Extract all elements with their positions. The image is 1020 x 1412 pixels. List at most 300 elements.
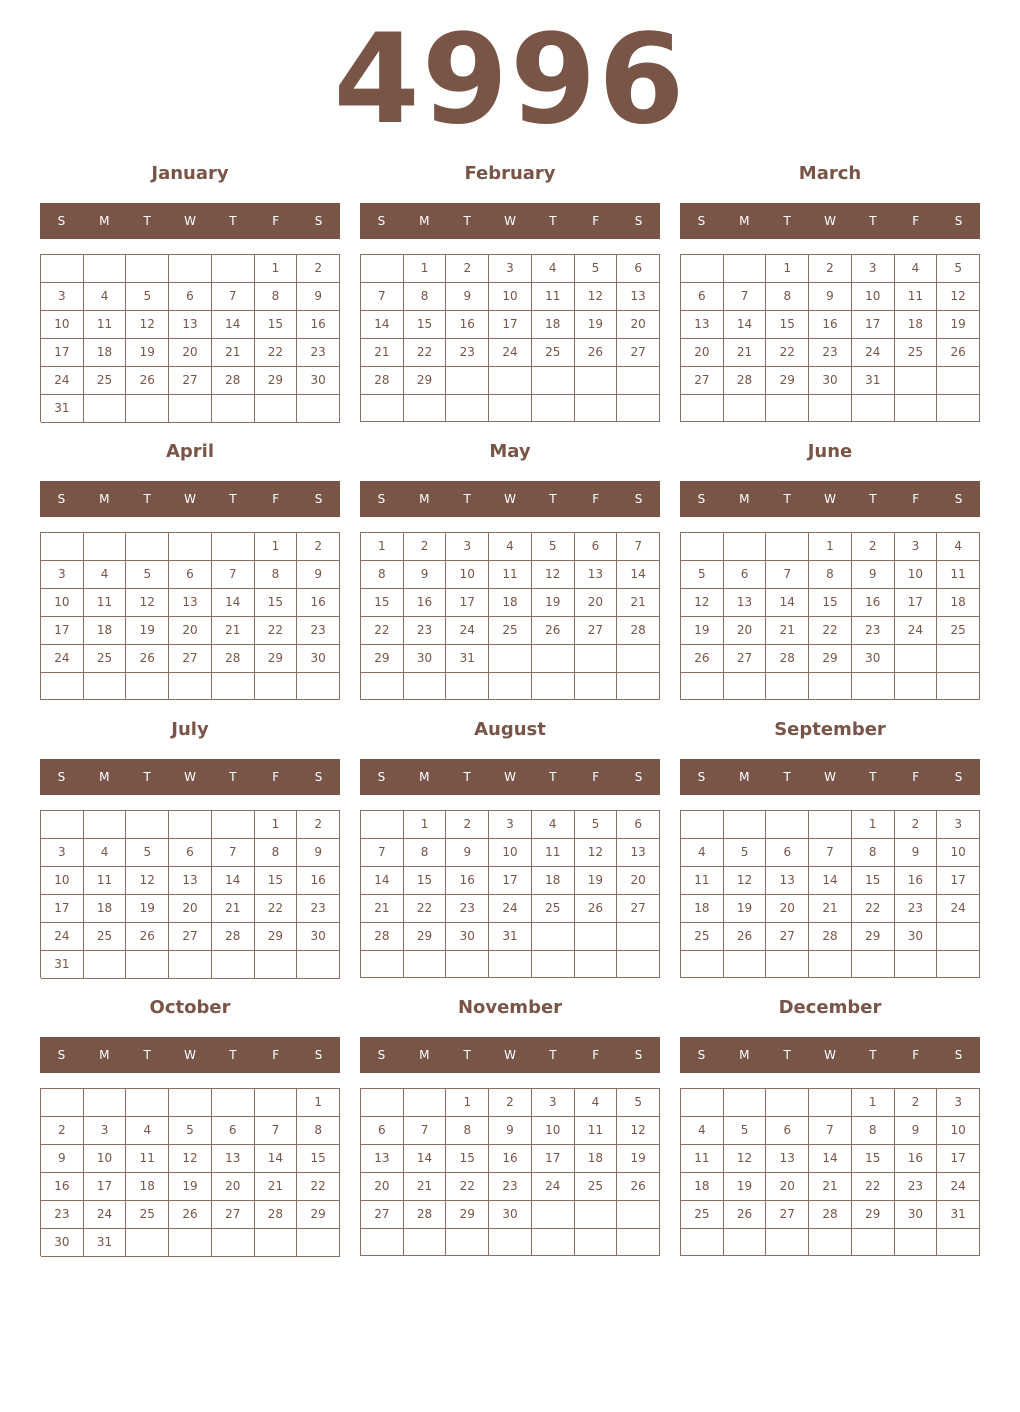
day-cell: 7: [809, 839, 852, 867]
day-cell: 1: [446, 1089, 489, 1117]
weekday-header: [680, 203, 980, 239]
weekday-label: W: [824, 492, 836, 506]
empty-cell: [84, 255, 127, 283]
empty-cell: [126, 673, 169, 700]
empty-cell: [212, 255, 255, 283]
day-cell: 23: [297, 895, 340, 923]
day-cell: 19: [126, 339, 169, 367]
weekday-label: T: [143, 1048, 151, 1062]
day-grid: [360, 254, 660, 422]
day-cell: 3: [41, 283, 84, 311]
day-cell: 19: [169, 1173, 212, 1201]
day-cell: 30: [297, 367, 340, 395]
day-cell: 14: [404, 1145, 447, 1173]
day-cell: 11: [84, 589, 127, 617]
day-cell: 21: [212, 895, 255, 923]
day-cell: 25: [895, 339, 938, 367]
empty-cell: [41, 255, 84, 283]
day-cell: 24: [446, 617, 489, 645]
day-cell: 10: [446, 561, 489, 589]
day-cell: 21: [404, 1173, 447, 1201]
day-cell: 30: [404, 645, 447, 673]
day-cell: 19: [126, 895, 169, 923]
empty-cell: [681, 1089, 724, 1117]
weekday-label: T: [143, 492, 151, 506]
weekday-label: T: [229, 492, 237, 506]
empty-cell: [84, 395, 127, 423]
weekday-label: M: [99, 770, 110, 784]
weekday-label: T: [143, 214, 151, 228]
empty-cell: [724, 1089, 767, 1117]
day-cell: 6: [169, 561, 212, 589]
day-cell: 4: [84, 283, 127, 311]
weekday-label: T: [869, 214, 877, 228]
day-cell: 9: [404, 561, 447, 589]
day-grid: [680, 532, 980, 700]
day-cell: 13: [681, 311, 724, 339]
day-cell: 23: [41, 1201, 84, 1229]
day-cell: 28: [809, 923, 852, 951]
empty-cell: [809, 1089, 852, 1117]
day-cell: 1: [809, 533, 852, 561]
day-cell: 16: [489, 1145, 532, 1173]
day-grid: [40, 532, 340, 700]
empty-cell: [809, 673, 852, 700]
day-cell: 24: [489, 895, 532, 923]
day-cell: 10: [895, 561, 938, 589]
weekday-label: F: [912, 1048, 920, 1062]
day-cell: 10: [41, 867, 84, 895]
day-cell: 9: [297, 283, 340, 311]
day-cell: 29: [404, 367, 447, 395]
weekday-label: T: [549, 214, 557, 228]
day-cell: 31: [84, 1229, 127, 1257]
empty-cell: [169, 533, 212, 561]
day-cell: 9: [446, 283, 489, 311]
empty-cell: [809, 395, 852, 422]
day-cell: 18: [532, 311, 575, 339]
weekday-label: W: [504, 492, 516, 506]
day-cell: 31: [41, 951, 84, 979]
empty-cell: [852, 951, 895, 978]
day-cell: 20: [169, 617, 212, 645]
empty-cell: [169, 1089, 212, 1117]
day-cell: 12: [937, 283, 980, 311]
empty-cell: [361, 1089, 404, 1117]
day-cell: 18: [681, 895, 724, 923]
day-cell: 8: [446, 1117, 489, 1145]
day-cell: 5: [575, 811, 618, 839]
day-cell: 19: [126, 617, 169, 645]
day-cell: 5: [681, 561, 724, 589]
empty-cell: [575, 395, 618, 422]
day-cell: 4: [575, 1089, 618, 1117]
empty-cell: [937, 645, 980, 673]
day-cell: 15: [255, 589, 298, 617]
day-cell: 30: [852, 645, 895, 673]
day-cell: 18: [84, 339, 127, 367]
day-cell: 6: [724, 561, 767, 589]
empty-cell: [852, 673, 895, 700]
day-cell: 23: [489, 1173, 532, 1201]
weekday-label: S: [57, 770, 66, 784]
day-cell: 8: [852, 839, 895, 867]
weekday-label: S: [634, 214, 643, 228]
day-cell: 8: [852, 1117, 895, 1145]
day-cell: 14: [212, 867, 255, 895]
empty-cell: [212, 673, 255, 700]
day-cell: 12: [617, 1117, 660, 1145]
day-cell: 27: [766, 1201, 809, 1229]
empty-cell: [809, 951, 852, 978]
day-cell: 8: [297, 1117, 340, 1145]
day-cell: 9: [809, 283, 852, 311]
weekday-label: F: [912, 492, 920, 506]
empty-cell: [212, 533, 255, 561]
day-cell: 27: [169, 367, 212, 395]
day-cell: 23: [297, 617, 340, 645]
empty-cell: [169, 811, 212, 839]
weekday-label: S: [954, 770, 963, 784]
day-cell: 7: [212, 839, 255, 867]
day-cell: 4: [84, 561, 127, 589]
day-cell: 9: [446, 839, 489, 867]
day-cell: 8: [361, 561, 404, 589]
day-cell: 28: [617, 617, 660, 645]
empty-cell: [532, 1201, 575, 1229]
day-cell: 21: [809, 1173, 852, 1201]
day-cell: 15: [852, 867, 895, 895]
day-cell: 11: [895, 283, 938, 311]
empty-cell: [126, 1089, 169, 1117]
weekday-label: F: [272, 214, 280, 228]
empty-cell: [84, 951, 127, 979]
day-cell: 5: [937, 255, 980, 283]
weekday-label: F: [592, 770, 600, 784]
day-cell: 5: [126, 561, 169, 589]
weekday-label: S: [954, 214, 963, 228]
empty-cell: [126, 395, 169, 423]
empty-cell: [575, 1229, 618, 1256]
weekday-label: F: [592, 1048, 600, 1062]
weekday-label: F: [272, 770, 280, 784]
day-cell: 29: [404, 923, 447, 951]
day-cell: 19: [575, 311, 618, 339]
empty-cell: [489, 367, 532, 395]
empty-cell: [532, 951, 575, 978]
day-cell: 5: [724, 1117, 767, 1145]
empty-cell: [126, 811, 169, 839]
day-cell: 2: [297, 255, 340, 283]
day-cell: 9: [41, 1145, 84, 1173]
weekday-label: M: [419, 492, 430, 506]
weekday-label: T: [783, 214, 791, 228]
weekday-header: [360, 1037, 660, 1073]
day-cell: 16: [297, 867, 340, 895]
empty-cell: [212, 951, 255, 979]
day-cell: 22: [852, 1173, 895, 1201]
empty-cell: [489, 673, 532, 700]
day-cell: 1: [255, 533, 298, 561]
day-cell: 7: [617, 533, 660, 561]
weekday-label: T: [143, 770, 151, 784]
day-cell: 8: [766, 283, 809, 311]
empty-cell: [126, 951, 169, 979]
day-cell: 20: [575, 589, 618, 617]
weekday-label: S: [314, 214, 323, 228]
day-cell: 7: [212, 561, 255, 589]
month-title: July: [171, 719, 209, 740]
day-cell: 11: [126, 1145, 169, 1173]
weekday-header: [40, 481, 340, 517]
empty-cell: [297, 673, 340, 700]
day-cell: 2: [895, 811, 938, 839]
weekday-label: M: [419, 214, 430, 228]
weekday-label: S: [377, 492, 386, 506]
day-cell: 31: [852, 367, 895, 395]
day-cell: 12: [681, 589, 724, 617]
day-cell: 24: [84, 1201, 127, 1229]
day-cell: 22: [361, 617, 404, 645]
day-cell: 11: [681, 867, 724, 895]
weekday-label: T: [869, 492, 877, 506]
day-cell: 25: [532, 339, 575, 367]
weekday-label: S: [57, 1048, 66, 1062]
empty-cell: [895, 367, 938, 395]
day-cell: 3: [532, 1089, 575, 1117]
day-cell: 2: [489, 1089, 532, 1117]
day-cell: 13: [575, 561, 618, 589]
day-cell: 7: [255, 1117, 298, 1145]
day-cell: 24: [489, 339, 532, 367]
day-cell: 14: [766, 589, 809, 617]
day-cell: 5: [532, 533, 575, 561]
day-cell: 7: [404, 1117, 447, 1145]
day-grid: [360, 810, 660, 978]
empty-cell: [852, 1229, 895, 1256]
weekday-label: F: [912, 214, 920, 228]
day-cell: 23: [446, 895, 489, 923]
empty-cell: [575, 923, 618, 951]
empty-cell: [255, 951, 298, 979]
empty-cell: [766, 811, 809, 839]
day-cell: 24: [41, 923, 84, 951]
empty-cell: [446, 951, 489, 978]
day-cell: 13: [361, 1145, 404, 1173]
day-cell: 26: [724, 923, 767, 951]
day-cell: 11: [84, 311, 127, 339]
weekday-header: [40, 203, 340, 239]
day-cell: 20: [681, 339, 724, 367]
day-cell: 1: [852, 811, 895, 839]
day-cell: 20: [617, 867, 660, 895]
empty-cell: [766, 1089, 809, 1117]
empty-cell: [681, 673, 724, 700]
empty-cell: [937, 923, 980, 951]
empty-cell: [766, 1229, 809, 1256]
day-cell: 26: [575, 339, 618, 367]
day-cell: 15: [852, 1145, 895, 1173]
day-grid: [680, 1088, 980, 1256]
empty-cell: [255, 673, 298, 700]
day-cell: 13: [169, 589, 212, 617]
day-cell: 24: [41, 645, 84, 673]
day-cell: 20: [617, 311, 660, 339]
weekday-label: T: [463, 1048, 471, 1062]
empty-cell: [617, 395, 660, 422]
weekday-label: T: [463, 492, 471, 506]
day-cell: 29: [852, 1201, 895, 1229]
weekday-label: F: [912, 770, 920, 784]
empty-cell: [681, 395, 724, 422]
day-cell: 4: [489, 533, 532, 561]
day-cell: 2: [404, 533, 447, 561]
day-grid: [40, 254, 340, 422]
weekday-header: [680, 1037, 980, 1073]
weekday-label: T: [783, 1048, 791, 1062]
day-cell: 3: [446, 533, 489, 561]
day-cell: 15: [404, 311, 447, 339]
day-cell: 28: [361, 923, 404, 951]
day-cell: 21: [724, 339, 767, 367]
empty-cell: [937, 673, 980, 700]
weekday-label: T: [463, 214, 471, 228]
day-cell: 20: [361, 1173, 404, 1201]
day-cell: 23: [297, 339, 340, 367]
day-cell: 31: [937, 1201, 980, 1229]
day-cell: 29: [255, 645, 298, 673]
empty-cell: [446, 1229, 489, 1256]
month-title: August: [474, 719, 546, 740]
day-cell: 21: [809, 895, 852, 923]
day-cell: 21: [766, 617, 809, 645]
day-cell: 11: [532, 839, 575, 867]
month-title: April: [165, 441, 215, 462]
day-cell: 14: [255, 1145, 298, 1173]
day-cell: 20: [766, 1173, 809, 1201]
empty-cell: [681, 951, 724, 978]
day-cell: 27: [617, 895, 660, 923]
day-cell: 13: [766, 867, 809, 895]
weekday-label: S: [57, 214, 66, 228]
day-cell: 21: [361, 895, 404, 923]
day-cell: 13: [212, 1145, 255, 1173]
weekday-label: W: [824, 770, 836, 784]
empty-cell: [724, 1229, 767, 1256]
empty-cell: [575, 673, 618, 700]
day-cell: 8: [255, 839, 298, 867]
day-cell: 8: [255, 283, 298, 311]
day-cell: 3: [489, 255, 532, 283]
day-cell: 4: [681, 1117, 724, 1145]
day-cell: 26: [681, 645, 724, 673]
day-cell: 18: [84, 617, 127, 645]
empty-cell: [212, 811, 255, 839]
day-cell: 15: [446, 1145, 489, 1173]
weekday-label: F: [272, 1048, 280, 1062]
empty-cell: [489, 951, 532, 978]
empty-cell: [532, 645, 575, 673]
empty-cell: [41, 811, 84, 839]
day-cell: 7: [766, 561, 809, 589]
day-cell: 2: [41, 1117, 84, 1145]
day-cell: 2: [852, 533, 895, 561]
weekday-label: S: [314, 492, 323, 506]
day-cell: 14: [724, 311, 767, 339]
empty-cell: [126, 255, 169, 283]
day-cell: 11: [489, 561, 532, 589]
day-cell: 22: [404, 895, 447, 923]
weekday-label: M: [739, 770, 750, 784]
weekday-label: M: [419, 1048, 430, 1062]
weekday-header: [360, 203, 660, 239]
empty-cell: [169, 395, 212, 423]
day-cell: 1: [297, 1089, 340, 1117]
day-cell: 13: [724, 589, 767, 617]
day-cell: 5: [575, 255, 618, 283]
day-cell: 21: [212, 339, 255, 367]
day-cell: 25: [84, 645, 127, 673]
day-cell: 28: [255, 1201, 298, 1229]
day-cell: 1: [852, 1089, 895, 1117]
weekday-label: T: [549, 1048, 557, 1062]
day-cell: 15: [809, 589, 852, 617]
empty-cell: [937, 951, 980, 978]
weekday-label: M: [99, 214, 110, 228]
empty-cell: [446, 395, 489, 422]
day-cell: 13: [169, 867, 212, 895]
day-cell: 6: [766, 1117, 809, 1145]
empty-cell: [937, 395, 980, 422]
day-cell: 17: [852, 311, 895, 339]
day-cell: 26: [617, 1173, 660, 1201]
day-cell: 26: [575, 895, 618, 923]
empty-cell: [361, 673, 404, 700]
day-cell: 27: [169, 923, 212, 951]
day-cell: 25: [532, 895, 575, 923]
day-cell: 21: [212, 617, 255, 645]
empty-cell: [361, 395, 404, 422]
weekday-label: W: [824, 214, 836, 228]
weekday-label: S: [954, 1048, 963, 1062]
day-cell: 10: [489, 283, 532, 311]
day-cell: 3: [84, 1117, 127, 1145]
weekday-label: T: [229, 214, 237, 228]
empty-cell: [532, 367, 575, 395]
day-cell: 22: [766, 339, 809, 367]
day-cell: 21: [255, 1173, 298, 1201]
day-cell: 8: [255, 561, 298, 589]
empty-cell: [404, 1089, 447, 1117]
day-cell: 31: [489, 923, 532, 951]
day-grid: [680, 254, 980, 422]
empty-cell: [766, 673, 809, 700]
weekday-label: M: [99, 1048, 110, 1062]
day-cell: 4: [532, 811, 575, 839]
month-title: December: [778, 997, 882, 1018]
day-cell: 6: [617, 811, 660, 839]
day-cell: 19: [575, 867, 618, 895]
day-cell: 17: [895, 589, 938, 617]
day-cell: 4: [937, 533, 980, 561]
day-cell: 23: [446, 339, 489, 367]
empty-cell: [255, 1229, 298, 1257]
day-cell: 17: [489, 867, 532, 895]
empty-cell: [681, 1229, 724, 1256]
day-cell: 29: [809, 645, 852, 673]
day-cell: 12: [126, 867, 169, 895]
weekday-header: [40, 759, 340, 795]
